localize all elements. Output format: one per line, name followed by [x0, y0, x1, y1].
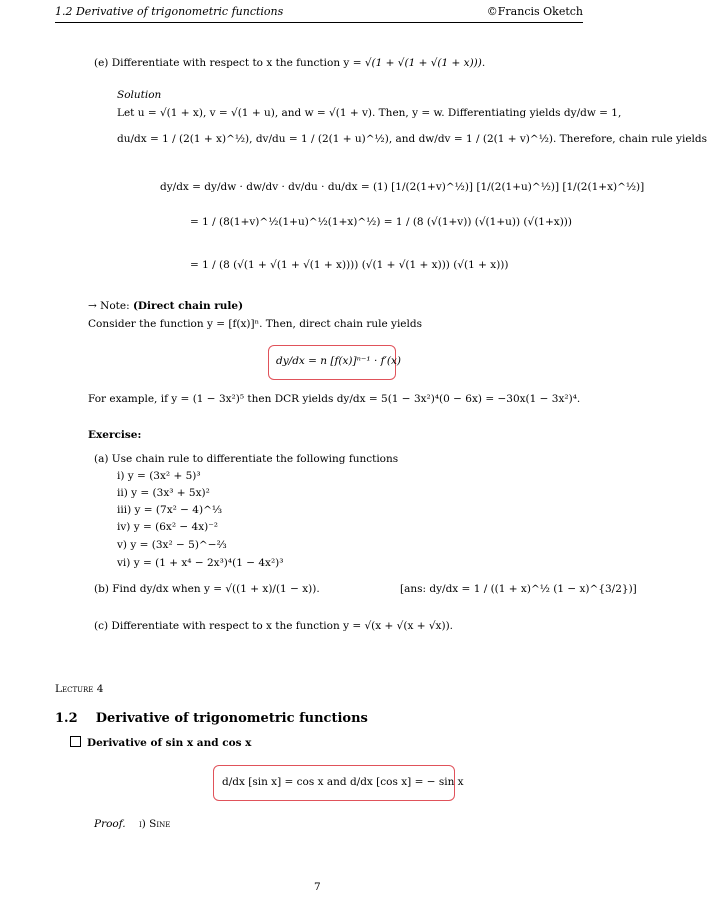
note-title: (Direct chain rule) — [132, 300, 244, 312]
note-arrow-label: → Note: — [88, 300, 130, 312]
solution-line-1: Let u = √(1 + x), v = √(1 + u), and w = √(1 + v). Then, y = w. Differentiating yields dy/dw = 1, — [117, 107, 622, 119]
exercise-item: iii) y = (7x² − 4)^⅓ — [117, 504, 223, 516]
exercise-a-lead: (a) Use chain rule to differentiate the following functions — [94, 453, 399, 465]
exercise-b-answer: [ans: dy/dx = 1 / ((1 + x)^½ (1 − x)^{3/2})] — [400, 583, 637, 595]
note-heading — [88, 299, 243, 313]
part-e-expr: √(1 + √(1 + √(1 + x))). — [364, 57, 486, 69]
exercise-item: ii) y = (3x³ + 5x)² — [117, 487, 210, 499]
exercise-item: iv) y = (6x² − 4x)⁻² — [117, 521, 218, 533]
dcr-formula: dy/dx = n [f(x)]ⁿ⁻¹ · f′(x) — [276, 355, 402, 367]
section-number: 1.2 — [55, 711, 78, 726]
running-header-right: ©Francis Oketch — [486, 5, 583, 18]
header-rule — [55, 22, 583, 23]
exercise-title: Exercise: — [88, 429, 142, 441]
page-number: 7 — [314, 881, 321, 893]
lecture-label: Lecture 4 — [55, 683, 104, 695]
solution-title: Solution — [117, 89, 162, 101]
subsection-heading — [70, 736, 251, 750]
solution-equation-3: = 1 / (8 (√(1 + √(1 + √(1 + x)))) (√(1 + √(1 + x))) (√(1 + x))) — [190, 259, 509, 271]
exercise-b-lead: (b) Find dy/dx when y = √((1 + x)/(1 − x)). — [94, 583, 320, 595]
proof-line — [94, 817, 170, 831]
proof-item: i) Sine — [138, 818, 171, 830]
subsection-title: Derivative of sin x and cos x — [87, 737, 252, 749]
trig-derivative-formula: d/dx [sin x] = cos x and d/dx [cos x] = − sin x — [222, 776, 464, 788]
solution-line-2: du/dx = 1 / (2(1 + x)^½), dv/du = 1 / (2(1 + u)^½), and dw/dv = 1 / (2(1 + v)^½). Therefore, chain rule yields — [117, 133, 707, 145]
dcr-example: For example, if y = (1 − 3x²)⁵ then DCR yields dy/dx = 5(1 − 3x²)⁴(0 − 6x) = −30x(1 − 3x²)⁴. — [88, 393, 581, 405]
solution-equation-2: = 1 / (8(1+v)^½(1+u)^½(1+x)^½) = 1 / (8 (√(1+v)) (√(1+u)) (√(1+x))) — [190, 216, 572, 228]
solution-equation-1: dy/dx = dy/dw · dw/dv · dv/du · du/dx = (1) [1/(2(1+v)^½)] [1/(2(1+u)^½)] [1/(2(1+x)^½)] — [160, 181, 645, 193]
exercise-item: i) y = (3x² + 5)³ — [117, 470, 201, 482]
proof-label: Proof. — [94, 818, 126, 830]
part-e-text — [94, 56, 485, 70]
part-e-lead: (e) Differentiate with respect to x the function y = — [94, 57, 362, 69]
exercise-c-lead: (c) Differentiate with respect to x the function y = √(x + √(x + √x)). — [94, 620, 453, 632]
section-title: Derivative of trigonometric functions — [95, 711, 368, 726]
section-heading — [55, 711, 368, 726]
exercise-item: vi) y = (1 + x⁴ − 2x³)⁴(1 − 4x²)³ — [117, 557, 284, 569]
checkbox-square-icon — [70, 736, 81, 747]
running-header-left: 1.2 Derivative of trigonometric functions — [55, 5, 284, 18]
exercise-item: v) y = (3x² − 5)^−⅔ — [117, 539, 227, 551]
note-text: Consider the function y = [f(x)]ⁿ. Then, direct chain rule yields — [88, 318, 422, 330]
